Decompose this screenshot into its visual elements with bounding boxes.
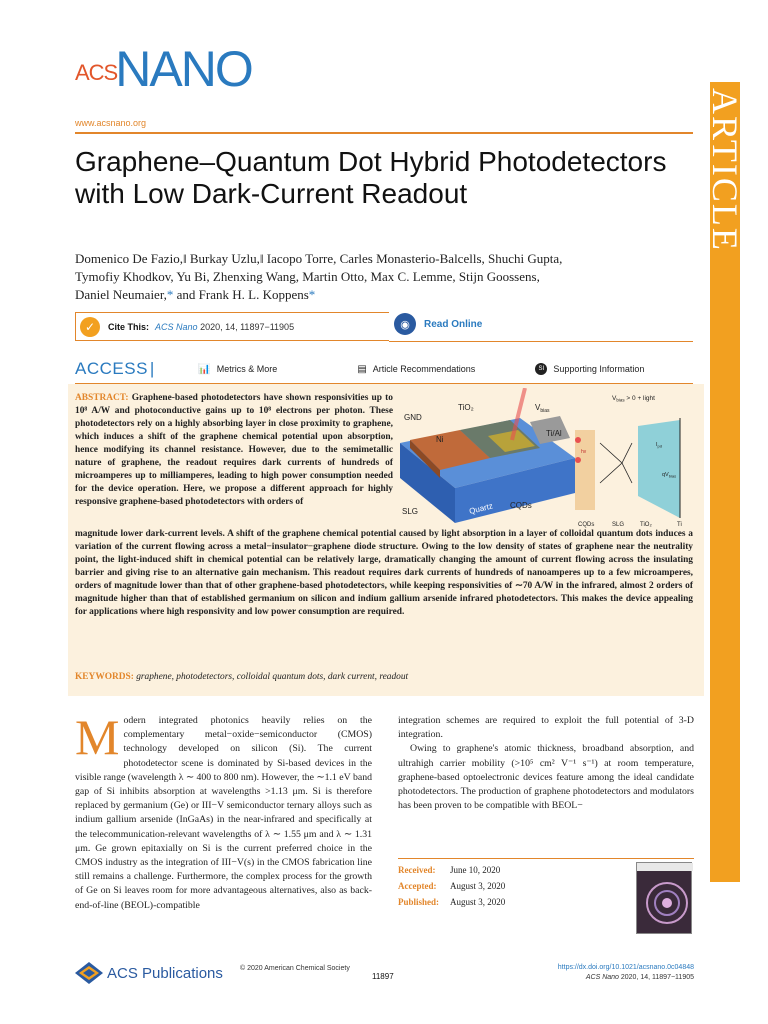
journal-logo (75, 41, 252, 97)
corresponding-author-link[interactable]: * (166, 287, 174, 302)
copyright: © 2020 American Chemical Society (240, 965, 350, 972)
doi-link[interactable]: https://dx.doi.org/10.1021/acsnano.0c04848 (557, 964, 694, 971)
cover-art (637, 863, 693, 935)
article-title: Graphene–Quantum Dot Hybrid Photodetectors with Low Dark-Current Readout (75, 146, 667, 209)
author-list (75, 250, 685, 304)
accepted-label: Accepted: (398, 881, 437, 891)
received-label: Received: (398, 865, 436, 875)
quote-icon: ✓ (80, 317, 100, 337)
read-online-button[interactable] (394, 313, 482, 335)
bar-chart-icon: 📊 (198, 363, 211, 375)
publisher-name: ACS Publications (107, 964, 223, 982)
access-label: ACCESS (75, 359, 148, 378)
page-number: 11897 (372, 972, 394, 981)
journal-url[interactable]: www.acsnano.org (75, 118, 147, 128)
drop-cap: M (75, 709, 120, 765)
figure-label-tio2: TiO₂ (458, 403, 474, 412)
band-qvbias-label: $qV_{bias}$ (662, 472, 677, 479)
document-icon: ▤ (357, 363, 367, 375)
band-electron (575, 437, 581, 443)
keywords (75, 672, 693, 682)
band-ipd-label: $I_{pd}$ (656, 442, 662, 449)
band-slg-cone-right (622, 443, 632, 483)
band-label-cqds: CQDs (578, 522, 595, 528)
cite-label: Cite This: (108, 321, 150, 332)
recommendations-link[interactable]: ▤ Article Recommendations (357, 363, 476, 375)
acs-publications-icon (75, 962, 103, 984)
dates-divider (398, 858, 694, 859)
intro-paragraph-start: odern integrated photonics heavily relies on the complementary metal−oxide−semiconductor (CMOS) technology developed on silicon (Si). (123, 715, 372, 755)
acs-publications-logo[interactable] (75, 962, 223, 984)
paragraph: integration schemes are required to exploit the full potential of 3-D integration. (398, 715, 694, 741)
publication-dates (398, 862, 628, 910)
band-label-slg: SLG (612, 522, 625, 528)
band-tio2-region (638, 420, 680, 518)
supporting-info-link[interactable]: SI Supporting Information (535, 363, 644, 375)
body-column-left (75, 709, 373, 913)
paragraph: Owing to graphene's atomic thickness, broadband absorption, and ultrahigh carrier mobility (>10⁵ cm² V⁻¹ s⁻¹) at room temperature, graphene-based optoelectronic devices feature among the ideal candidate photodetectors. The production of graphene photodetectors and modulators has been proven to be compatible with BEOL− (398, 743, 694, 812)
published-date: August 3, 2020 (450, 897, 506, 907)
cite-reference: ACS Nano 2020, 14, 11897−11905 (155, 321, 295, 332)
band-slg-cone-left (600, 443, 622, 483)
abstract-text-wide: magnitude lower dark-current levels. A shift of the graphene chemical potential caused by light absorption in a layer of colloidal quantum dots induces a variation of the current flowing across a metal−insulator−graphene diode structure. Owing to the low density of states of graphene near the neutrality point, the light-induced shift in chemical potential can be relatively large, dramatically changing the amount of current flowing across the insulating barrier and giving rise to an alternative gain mechanism. This readout requires dark currents of hundreds of nanoamperes up to a few microamperes, orders of magnitude lower than that of other graphene-based photodetectors, while keeping responsivities of ∼70 A/W in the infrared, almost 2 orders of magnitude higher than that of established germanium on silicon and indium gallium arsenide infrared photodetectors. This makes the device appealing for applications where high responsivity and low power consumption are required. (75, 529, 693, 618)
si-icon: SI (535, 363, 547, 375)
abstract-text-narrow: ABSTRACT: Graphene-based photodetectors have shown responsivities up to 10⁸ A/W and photoconductive gains up to 10⁸ electrons per photon. These photodetectors rely on a highly absorbing layer in close proximity to graphene, which induces a shift of the graphene chemical potential upon absorption, hence modifying its channel resistance. However, due to the semimetallic nature of graphene, the readout requires dark currents of hundreds of microamperes up to milliamperes, leading to high power consumption needed for the device operation. Here, we propose a different approach for highly responsive graphene-based photodetectors with orders of (75, 393, 393, 508)
figure-label-vbias: $V_{bias}$ (535, 403, 550, 414)
keywords-list: graphene, photodetectors, colloidal quantum dots, dark current, readout (136, 672, 409, 682)
author-line: Domenico De Fazio,‖ Burkay Uzlu,‖ Iacopo Torre, Carles Monasterio-Balcells, Shuchi Gupta, (75, 251, 563, 266)
figure-label-quartz: Quartz (468, 501, 494, 516)
journal-cover-thumbnail[interactable] (636, 862, 692, 934)
band-diagram-title: $V_{bias} > 0$ + light (612, 395, 655, 403)
toc-figure (400, 388, 700, 528)
author-line: Tymofiy Khodkov, Yu Bi, Zhenxing Wang, Martin Otto, Max C. Lemme, Stijn Goossens, (75, 269, 540, 284)
cite-this-box[interactable] (75, 312, 389, 341)
abstract-label: ABSTRACT: (75, 393, 129, 403)
cite-divider (389, 341, 693, 342)
band-hole (575, 457, 581, 463)
corresponding-author-link[interactable]: * (308, 287, 316, 302)
access-bar (75, 357, 693, 381)
published-label: Published: (398, 897, 440, 907)
accepted-date: August 3, 2020 (450, 881, 506, 891)
figure-label-gnd: GND (404, 413, 422, 422)
article-section-label: ARTICLE (705, 88, 745, 252)
figure-label-ni: Ni (436, 435, 444, 444)
figure-label-tial: Ti/Al (546, 429, 562, 438)
eye-icon: ◉ (394, 313, 416, 335)
figure-label-slg: SLG (402, 507, 419, 516)
footer-journal-cite: ACS Nano 2020, 14, 11897−11905 (585, 974, 694, 981)
intro-paragraph-continued: The current photodetector scene is dominated by Si-based devices in the visible range (wavelength λ ∼ 400 to 800 nm). However, the ∼1.1 eV band gap of Si inhibits absorption at wavelengths >1.13 μm. Si is therefore replaced by germanium (Ge) or III−V semiconductor ternary alloys such as indium gallium arsenide (InGaAs) in the near-infrared and specifically at the telecommunication-relevant wavelengths of λ ∼ 1.55 μm and λ ∼ 1.31 μm. Ge grown epitaxially on Si is the current preferred choice in the CMOS industry as the integration of III−V(s) in the CMOS fabrication line still remains a challenge. Furthermore, the complex process for the growth of Ge on Si leaves room for more advantageous alternatives, also as back-end-of-line (BEOL)-compatible (75, 743, 373, 911)
logo-acs: ACS (75, 60, 118, 85)
figure-label-cqds: CQDs (510, 501, 532, 510)
logo-nano: NANO (115, 41, 252, 97)
body-column-right (398, 714, 694, 813)
access-separator: | (149, 359, 155, 378)
keywords-label: KEYWORDS: (75, 672, 134, 682)
metrics-link[interactable]: 📊 Metrics & More (198, 363, 278, 375)
read-online-label: Read Online (424, 318, 483, 330)
band-label-tio2: TiO₂ (640, 522, 652, 528)
band-photon-label: hν (581, 449, 587, 455)
footer-citation (530, 963, 694, 983)
header-divider (75, 132, 693, 134)
band-label-ti: Ti (677, 522, 682, 528)
received-date: June 10, 2020 (450, 865, 501, 875)
author-line: Daniel Neumaier,* and Frank H. L. Koppens* (75, 287, 316, 302)
